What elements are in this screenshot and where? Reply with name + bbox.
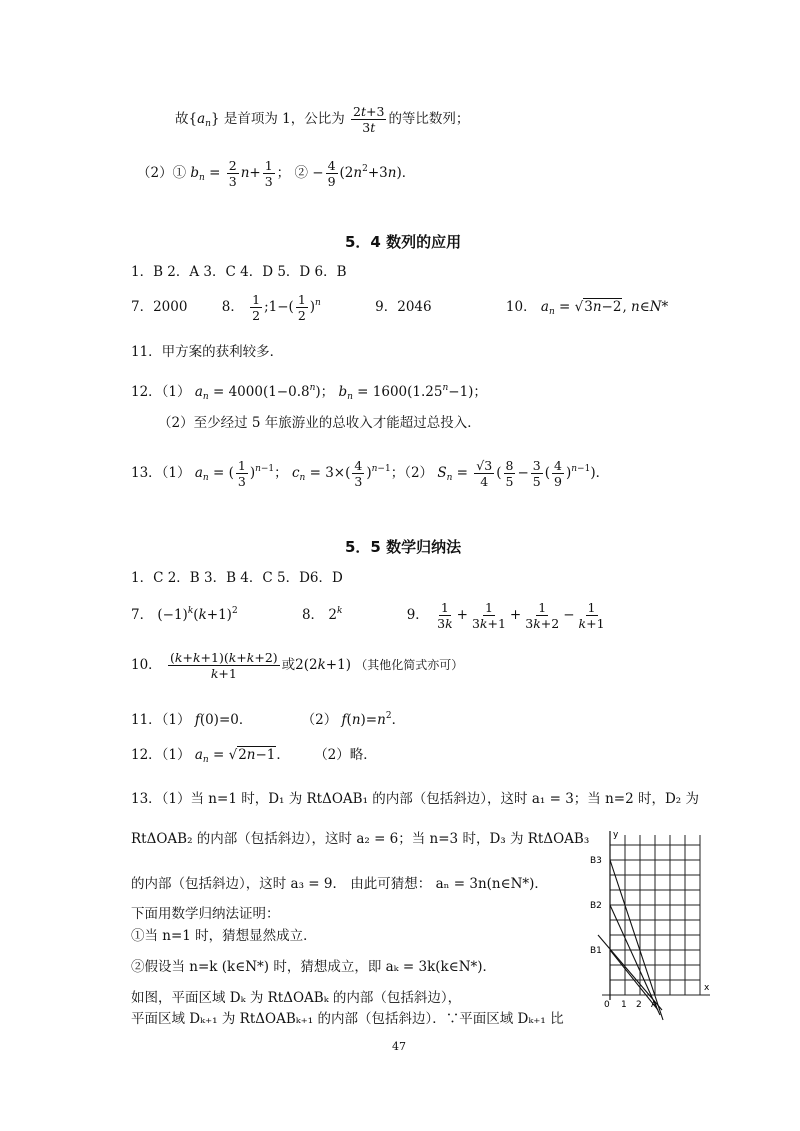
answer-b-13-line3: 的内部（包括斜边），这时 a₃ = 9． 由此可猜想： aₙ = 3n(n∈N*)． bbox=[131, 876, 548, 892]
text: 10． bbox=[131, 657, 162, 673]
answer-b-13-line6: ②假设当 n=k (k∈N*) 时，猜想成立，即 aₖ = 3k(k∈N*)． bbox=[131, 959, 497, 975]
section-title-5-5: 5．5 数学归纳法 bbox=[345, 538, 462, 556]
text: 7．2000 bbox=[131, 299, 188, 315]
answer-b-11: 11．（1） f(0)=0． （2） $f(n)=n^2$． bbox=[131, 711, 406, 728]
tick-2: 2 bbox=[636, 1000, 642, 1010]
text: ； ② bbox=[276, 165, 313, 181]
label-b1: B1 bbox=[590, 946, 602, 956]
answer-b-13-line2: RtΔOAB₂ 的内部（包括斜边），这时 a₂ = 6；当 n=3 时，D₃ 为 RtΔOAB₃ bbox=[131, 831, 590, 847]
answer-b-13-line8: 平面区域 Dₖ₊₁ 为 RtΔOABₖ₊₁ 的内部（包括斜边）．∵平面区域 Dₖ₊₁ 比 bbox=[131, 1011, 564, 1027]
x-axis-label: x bbox=[704, 983, 710, 993]
hypotenuse-lines bbox=[598, 860, 663, 1020]
grid bbox=[602, 835, 710, 1000]
answer-b-12: 12．（1） $a_n = √2n-1$． （2）略． bbox=[131, 747, 377, 765]
text: 9． bbox=[406, 607, 429, 623]
answers-b-1-6: 1．C 2．B 3．B 4．C 5．D6．D bbox=[131, 570, 343, 586]
page-number: 47 bbox=[392, 1040, 406, 1053]
text: （2）略． bbox=[314, 747, 377, 763]
fraction: $\frac{2t+3}{3t}$ bbox=[353, 104, 385, 135]
region-figure bbox=[580, 825, 720, 1025]
answers-1-6: 1．B 2．A 3．C 4．D 5．D 6．B bbox=[131, 264, 347, 280]
section-title-5-4: 5．4 数列的应用 bbox=[345, 233, 462, 251]
answer-b-10: 10． $\frac{(k+k+1)(k+k+2)}{k+1}$ 或2(2k+1) （其他化简式亦可） bbox=[131, 650, 464, 681]
answer-13: 13．（1） $a_n$ = ( $\frac{1}{3}$ )$^{n-1}$； $c_n = 3\times$( $\frac{4}{3}$ )$^{n-1}$；（2） $S_n$ = $\frac{√3}{4}$ ( $\frac{8}{5}$ − $\frac{3}{5}$ ( $\frac{4}{9}$ )$^{n-1}$)． bbox=[131, 458, 610, 489]
text: （2）① bbox=[137, 165, 191, 181]
text: 8． bbox=[301, 607, 325, 623]
tick-a: A bbox=[651, 1000, 658, 1010]
text: 12．（1） bbox=[131, 747, 191, 763]
answers-b-7-9: 7． $(-1)^k(k+1)^2$ 8． 2$^k$ 9． $\frac{1}{3k}$ + $\frac{1}{3k+1}$ + $\frac{1}{3k+2}$ − $\frac{1}{k+1}$ bbox=[131, 600, 605, 631]
text: 10． bbox=[505, 299, 537, 315]
y-axis-label: y bbox=[613, 830, 619, 840]
text: 的等比数列； bbox=[388, 111, 470, 127]
text: 故{ bbox=[175, 111, 198, 127]
answer-11: 11．甲方案的获利较多． bbox=[131, 344, 284, 360]
text: （2） bbox=[301, 712, 338, 728]
answer-12-2: （2）至少经过 5 年旅游业的总收入才能超过总投入． bbox=[158, 415, 481, 431]
text: 11．（1） bbox=[131, 712, 191, 728]
tick-0: 0 bbox=[604, 1000, 610, 1010]
text: 13．（1） bbox=[131, 465, 191, 481]
text: 8． bbox=[221, 299, 244, 315]
label-b3: B3 bbox=[590, 856, 602, 866]
line-part2: （2）① $b_n$ = $\frac{2}{3}$ n+ $\frac{1}{3}$ ； ② − $\frac{4}{9}$ $(2n^2+3n)$． bbox=[137, 158, 416, 189]
answer-b-13-line7: 如图，平面区域 Dₖ 为 RtΔOABₖ 的内部（包括斜边）， bbox=[131, 990, 462, 1006]
answer-b-13-line1: 13．（1）当 n=1 时，D₁ 为 RtΔOAB₁ 的内部（包括斜边），这时 a₁ = 3；当 n=2 时，D₂ 为 bbox=[131, 791, 699, 807]
text: } 是首项为 1，公比为 bbox=[210, 111, 345, 127]
label-b2: B2 bbox=[590, 901, 602, 911]
answer-b-13-line4: 下面用数学归纳法证明： bbox=[131, 906, 280, 922]
answer-b-13-line5: ①当 n=1 时，猜想显然成立． bbox=[131, 928, 317, 944]
text: 9．2046 bbox=[375, 299, 432, 315]
answer-12-1: 12．（1） $a_n = 4000(1-0.8^n)$； $b_n = 1600(1.25^n-1)$； bbox=[131, 383, 487, 402]
text: 7． bbox=[131, 607, 154, 623]
tick-1: 1 bbox=[621, 1000, 627, 1010]
text: 12．（1） bbox=[131, 384, 191, 400]
answers-7-10: 7．2000 8． $\frac{1}{2}$ ;1−( $\frac{1}{2}$ )$^n$ 9．2046 10． $a_n = √3n-2$, n∈N* bbox=[131, 292, 669, 323]
line-geometric-sequence: 故$\{a_n\}$ 是首项为 1，公比为 $\frac{2t+3}{3t}$ 的等比数列； bbox=[175, 104, 470, 135]
text: （其他化简式亦可） bbox=[355, 658, 464, 672]
